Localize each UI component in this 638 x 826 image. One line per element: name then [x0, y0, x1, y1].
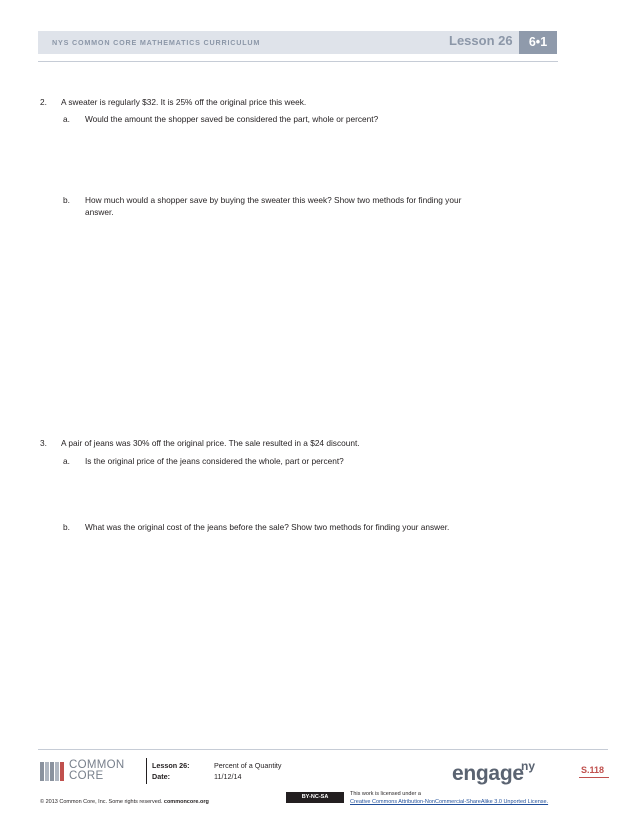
copyright-site: commoncore.org — [163, 799, 209, 805]
question-text: A sweater is regularly $32. It is 25% off the original price this week. — [61, 97, 307, 107]
common-core-logo-icon — [40, 762, 65, 781]
license-link[interactable]: Creative Commons Attribution-NonCommercial-ShareAlike 3.0 Unported License. — [350, 799, 549, 805]
engageny-logo-sup: ny — [521, 759, 536, 773]
engageny-logo: engage — [452, 762, 524, 785]
part-text-continued: answer. — [85, 207, 114, 217]
module-badge: 6•1 — [519, 31, 557, 54]
part-label: b. — [63, 195, 70, 205]
question-number: 3. — [40, 438, 47, 448]
lesson-topic: Percent of a Quantity — [214, 761, 282, 770]
question-text: A pair of jeans was 30% off the original price. The sale resulted in a $24 discount. — [61, 438, 360, 448]
question-number: 2. — [40, 97, 47, 107]
creative-commons-badge: BY-NC-SA — [286, 792, 344, 803]
part-label: a. — [63, 114, 70, 124]
part-label: a. — [63, 456, 70, 466]
date-label: Date: — [152, 772, 170, 781]
page-number-underline — [579, 777, 609, 778]
license-text: This work is licensed under a — [350, 791, 421, 797]
lesson-title: Lesson 26 — [449, 33, 513, 48]
part-text: Would the amount the shopper saved be considered the part, whole or percent? — [85, 114, 379, 124]
common-core-logo-text: COMMON CORE — [69, 759, 125, 782]
part-label: b. — [63, 522, 70, 532]
footer-separator — [146, 758, 147, 784]
part-text: How much would a shopper save by buying the sweater this week? Show two methods for finding your — [85, 195, 462, 205]
curriculum-title: NYS COMMON CORE MATHEMATICS CURRICULUM — [52, 38, 261, 47]
footer-divider — [38, 749, 608, 750]
lesson-label: Lesson 26: — [152, 761, 190, 770]
header-divider — [38, 61, 558, 62]
part-text: Is the original price of the jeans considered the whole, part or percent? — [85, 456, 344, 466]
part-text: What was the original cost of the jeans before the sale? Show two methods for finding your answer. — [85, 522, 450, 532]
date-value: 11/12/14 — [214, 772, 242, 781]
copyright: © 2013 Common Core, Inc. Some rights reserved. commoncore.org — [40, 799, 209, 805]
page-number: S.118 — [581, 765, 605, 775]
